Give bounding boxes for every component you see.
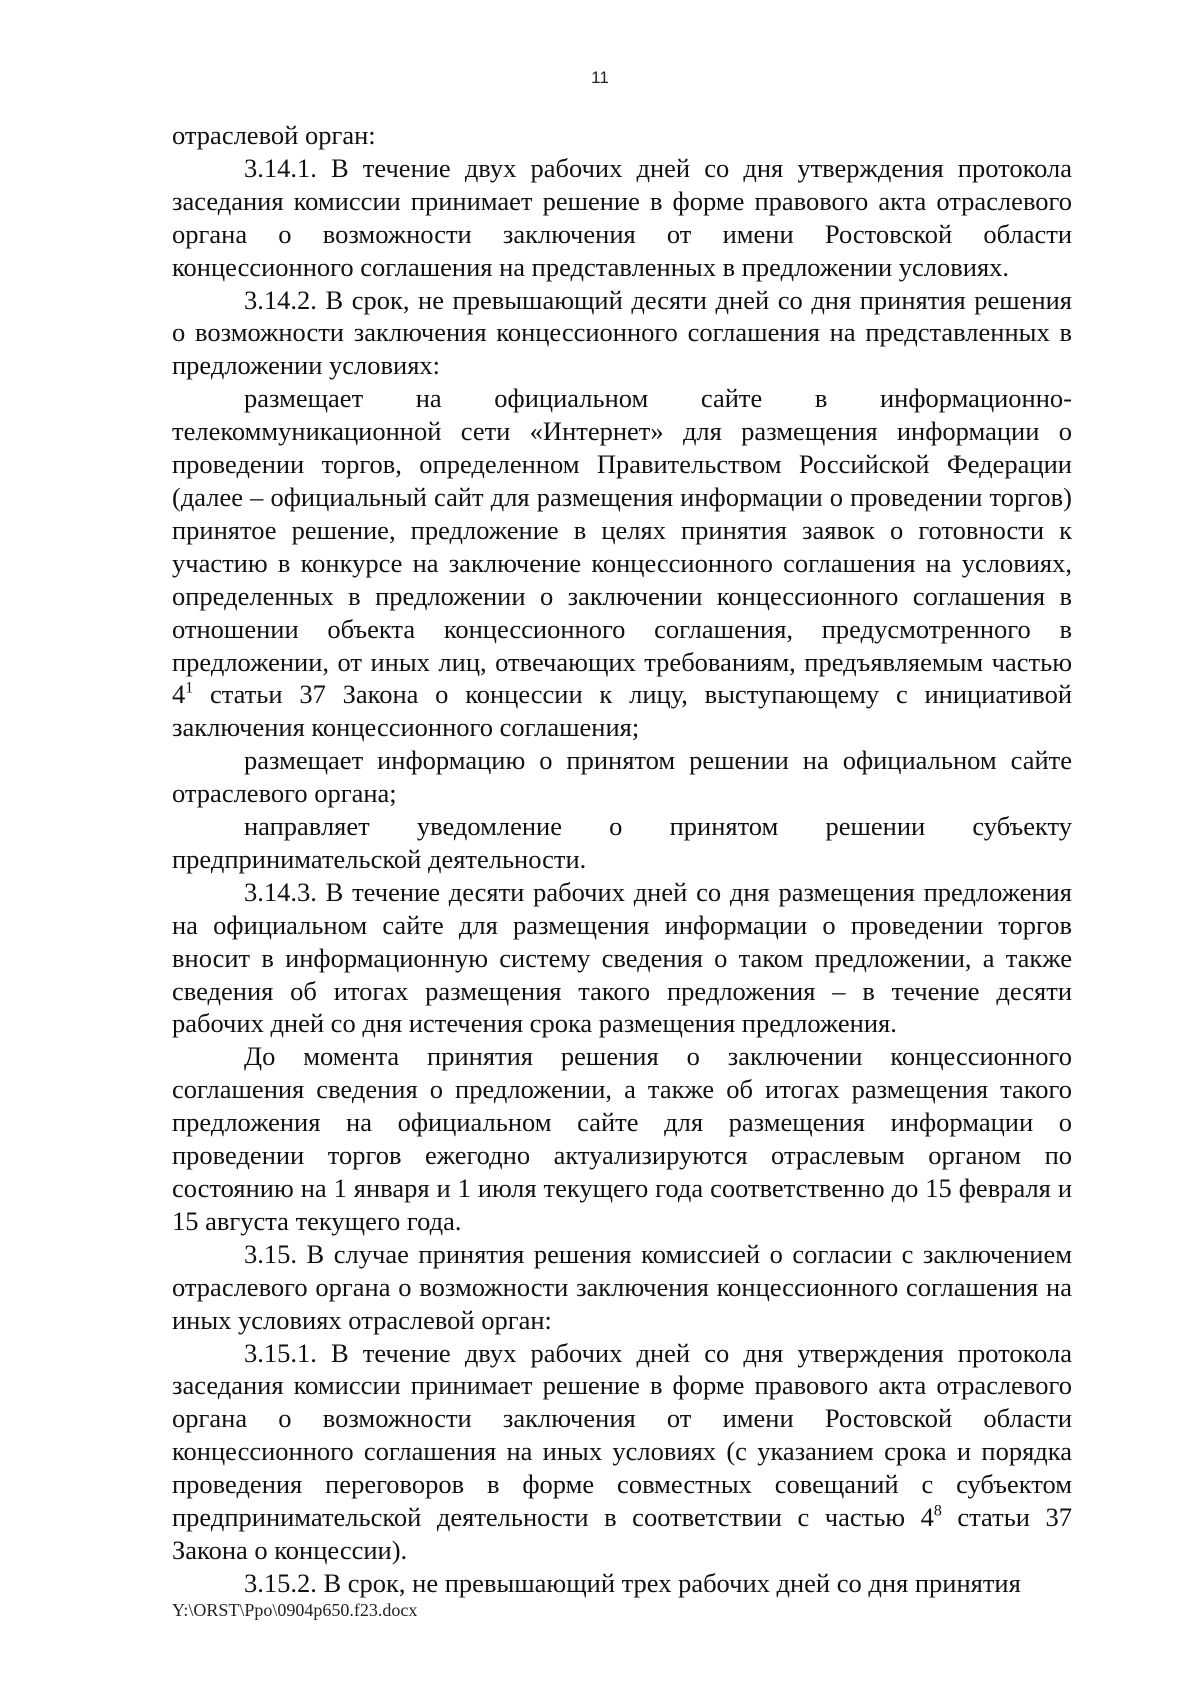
paragraph-3-15-1 [172,1337,1072,1567]
paragraph-update-info: До момента принятия решения о заключении концессионного соглашения сведения о предложении, а также об итогах размещения такого предложения на официальном сайте для размещения информации о проведении торгов ежегодно актуализируются отраслевым органом по состоянию на 1 января и 1 июля текущего года соответственно до 15 февраля и 15 августа текущего года. [172,1041,1072,1236]
paragraph-publish-info: размещает информацию о принятом решении на официальном сайте отраслевого органа; [172,745,1072,809]
paragraph-3-15: 3.15. В случае принятия решения комиссией о согласии с заключением отраслевого органа о возможности заключения концессионного соглашения на иных условиях отраслевой орган: [172,1238,1072,1335]
paragraph-publish-decision-tail: статьи 37 Закона о концессии к лицу, выступающему с инициативой заключения концессионного соглашения; [172,679,1072,743]
paragraph-publish-decision-text: размещает на официальном сайте в информационно-телекоммуникационной сети «Интернет» для размещения информации о проведении торгов, определенном Правительством Российской Федерации (далее – официальный сайт для размещения информации о проведении торгов) принятое решение, предложение в целях принятия заявок о готовности к участию в конкурсе на заключение концессионного соглашения на условиях, определенных в предложении о заключении концессионного соглашения в отношении объекта концессионного соглашения, предусмотренного в предложении, от иных лиц, отвечающих требованиям, предъявляемым частью 4 [172,383,1072,710]
superscript-8: 8 [933,1502,942,1520]
page-number: 11 [591,68,609,87]
paragraph-continuation: отраслевой орган: [172,120,376,150]
paragraph-3-15-2: 3.15.2. В срок, не превышающий трех рабочих дней со дня принятия [244,1567,1021,1598]
paragraph-3-15-1-tail: статьи 37 Закона о концессии). [172,1502,1073,1565]
superscript-1: 1 [185,680,194,698]
document-body [172,119,1072,1600]
paragraph-3-15-1-text: 3.15.1. В течение двух рабочих дней со дня утверждения протокола заседания комиссии принимает решение в форме правового акта отраслевого органа о возможности заключения от имени Ростовской области концессионного соглашения на иных условиях (с указанием срока и порядка проведения переговоров в форме совместных совещаний с субъектом предпринимательской деятельности в соответствии с частью 4 [172,1337,1072,1533]
paragraph-notify: направляет уведомление о принятом решении субъекту предпринимательской деятельности. [172,811,1072,874]
paragraph-3-14-1: 3.14.1. В течение двух рабочих дней со дня утверждения протокола заседания комиссии принимает решение в форме правового акта отраслевого органа о возможности заключения от имени Ростовской области концессионного соглашения на представленных в предложении условиях. [172,152,1072,282]
paragraph-3-14-3: 3.14.3. В течение десяти рабочих дней со дня размещения предложения на официальном сайте для размещения информации о проведении торгов вносит в информационную систему сведения о таком предложении, а также сведения об итогах размещения такого предложения – в течение десяти рабочих дней со дня истечения срока размещения предложения. [172,876,1072,1039]
paragraph-publish-decision [172,382,1072,744]
footer-file-path: Y:\ORST\Ppo\0904p650.f23.docx [172,1600,418,1620]
paragraph-3-14-2: 3.14.2. В срок, не превышающий десяти дней со дня принятия решения о возможности заключения концессионного соглашения на представленных в предложении условиях: [172,284,1072,381]
